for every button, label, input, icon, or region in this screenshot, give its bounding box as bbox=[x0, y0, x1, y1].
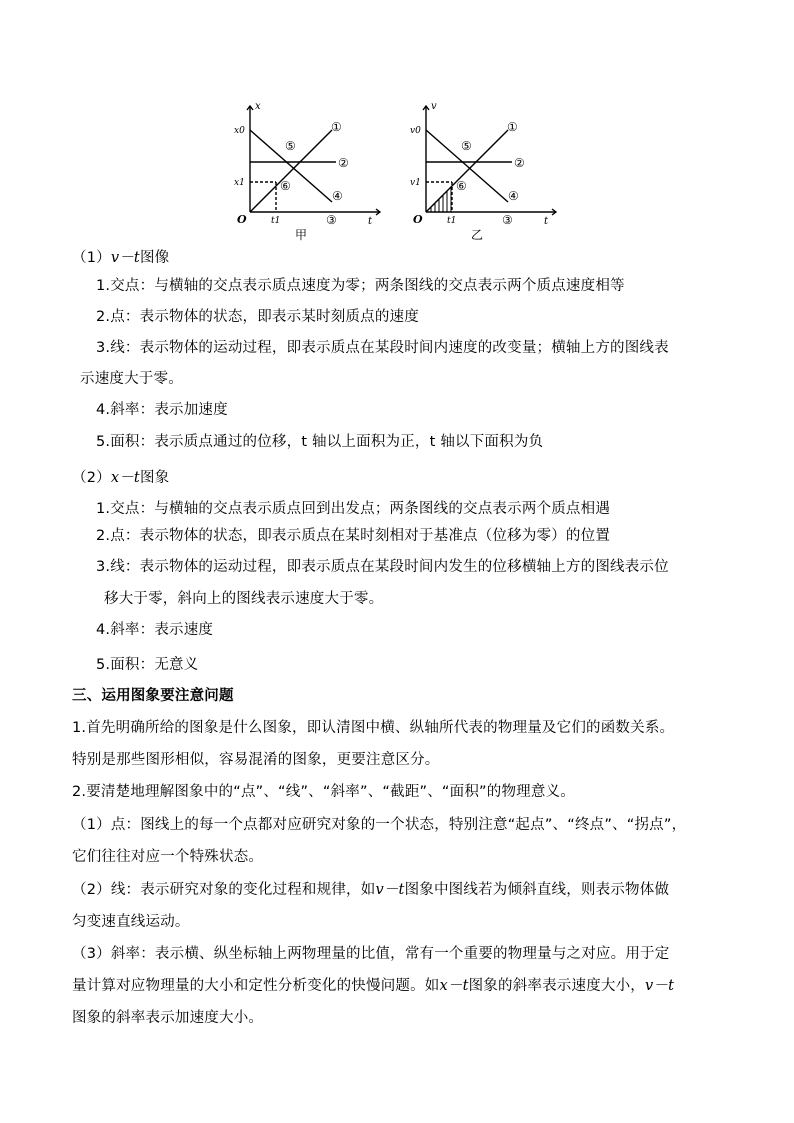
line-label-1: ① bbox=[331, 120, 342, 134]
xt-item-1: 1.交点：与横轴的交点表示质点回到出发点；两条图线的交点表示两个质点相遇 bbox=[96, 501, 611, 517]
figure-jia bbox=[228, 98, 388, 243]
section3-p5-line1: （3）斜率：表示横、纵坐标轴上两物理量的比值，常有一个重要的物理量与之对应。用于定 bbox=[72, 946, 670, 962]
line-label-3: ③ bbox=[326, 213, 337, 227]
vt-heading: （1）v－t图像 bbox=[72, 250, 170, 266]
line-label-3: ③ bbox=[502, 213, 513, 227]
x1-label: x1 bbox=[234, 178, 245, 188]
section3-p4-line1: （2）线：表示研究对象的变化过程和规律，如v－t图象中图线若为倾斜直线，则表示物体做 bbox=[72, 882, 670, 898]
line-label-4: ④ bbox=[332, 189, 343, 203]
v1-label: v1 bbox=[410, 178, 421, 188]
xt-item-2: 2.点：表示物体的状态，即表示质点在某时刻相对于基准点（位移为零）的位置 bbox=[96, 528, 611, 544]
line-label-1: ① bbox=[507, 120, 518, 134]
line-label-2: ② bbox=[338, 156, 349, 170]
xt-heading: （2）x－t图象 bbox=[72, 470, 170, 486]
origin-label: O bbox=[237, 213, 247, 226]
x-axis-label: t bbox=[368, 216, 373, 227]
y-axis-label: x bbox=[255, 101, 261, 112]
figure-caption-yi: 乙 bbox=[471, 228, 484, 242]
line-label-4: ④ bbox=[508, 189, 519, 203]
vt-item-3-cont: 示速度大于零。 bbox=[80, 371, 183, 387]
section3-p5-line2: 量计算对应物理量的大小和定性分析变化的快慢问题。如x－t图象的斜率表示速度大小，v－t bbox=[72, 978, 675, 994]
figure-yi bbox=[404, 98, 564, 243]
vt-graph-figure bbox=[404, 98, 564, 243]
xt-item-3-cont: 移大于零，斜向上的图线表示速度大于零。 bbox=[104, 591, 384, 607]
vt-item-4: 4.斜率：表示加速度 bbox=[96, 402, 228, 418]
origin-label: O bbox=[413, 213, 423, 226]
t1-label: t1 bbox=[271, 216, 281, 226]
xt-item-4: 4.斜率：表示速度 bbox=[96, 622, 214, 638]
vt-item-2: 2.点：表示物体的状态，即表示某时刻质点的速度 bbox=[96, 309, 419, 325]
line-label-2: ② bbox=[514, 156, 525, 170]
section3-p1-line1: 1.首先明确所给的图象是什么图象，即认清图中横、纵轴所代表的物理量及它们的函数关系。 bbox=[72, 720, 675, 736]
line-label-5: ⑤ bbox=[285, 139, 296, 153]
section3-heading: 三、运用图象要注意问题 bbox=[72, 688, 234, 704]
x-axis-label: t bbox=[544, 216, 549, 227]
section3-p2: 2.要清楚地理解图象中的“点”、“线”、“斜率”、“截距”、“面积”的物理意义。 bbox=[72, 784, 575, 800]
section3-p3-line1: （1）点：图线上的每一个点都对应研究对象的一个状态，特别注意“起点”、“终点”、“拐点”， bbox=[72, 817, 687, 833]
vt-item-1: 1.交点：与横轴的交点表示质点速度为零；两条图线的交点表示两个质点速度相等 bbox=[96, 278, 625, 294]
v0-label: v0 bbox=[410, 126, 421, 136]
section3-p4-line2: 匀变速直线运动。 bbox=[72, 914, 190, 930]
line-label-5: ⑤ bbox=[461, 139, 472, 153]
vt-item-3: 3.线：表示物体的运动过程，即表示质点在某段时间内速度的改变量；横轴上方的图线表 bbox=[96, 340, 669, 356]
line-label-6: ⑥ bbox=[456, 179, 467, 193]
xt-item-3: 3.线：表示物体的运动过程，即表示质点在某段时间内发生的位移横轴上方的图线表示位 bbox=[96, 559, 669, 575]
x0-label: x0 bbox=[234, 126, 245, 136]
figure-caption-jia: 甲 bbox=[295, 228, 308, 242]
t1-label: t1 bbox=[447, 216, 457, 226]
xt-graph-figure bbox=[228, 98, 388, 243]
section3-p3-line2: 它们往往对应一个特殊状态。 bbox=[72, 849, 264, 865]
line-label-6: ⑥ bbox=[280, 179, 291, 193]
y-axis-label: v bbox=[431, 101, 437, 112]
section3-p1-line2: 特别是那些图形相似，容易混淆的图象，更要注意区分。 bbox=[72, 752, 440, 768]
xt-item-5: 5.面积：无意义 bbox=[96, 657, 199, 673]
vt-item-5: 5.面积：表示质点通过的位移，t 轴以上面积为正，t 轴以下面积为负 bbox=[96, 434, 544, 450]
section3-p5-line3: 图象的斜率表示加速度大小。 bbox=[72, 1010, 264, 1026]
